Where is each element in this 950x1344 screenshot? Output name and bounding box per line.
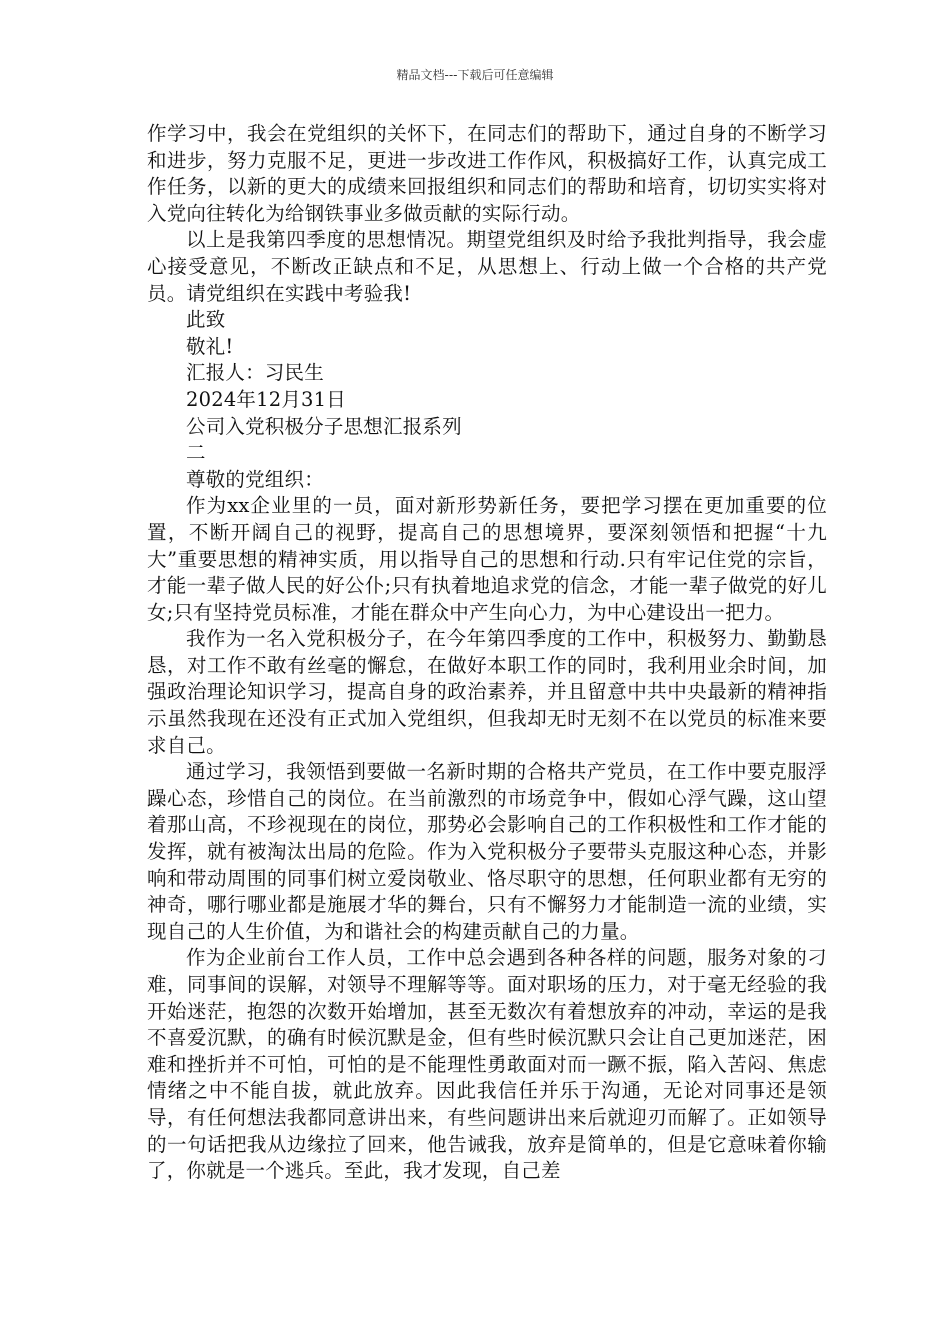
paragraph-frontdesk: 作为企业前台工作人员，工作中总会遇到各种各样的问题，服务对象的刁难，同事间的误解，对领导不理解等等。面对职场的压力，对于毫无经验的我开始迷茫，抱怨的次数开始增加，甚至无数次有着想放弃的冲动，幸运的是我不喜爱沉默，的确有时候沉默是金，但有些时候沉默只会让自己更加迷茫，困难和挫折并不可怕，可怕的是不能理性勇敢面对而一蹶不振，陷入苦闷、焦虑情绪之中不能自拔，就此放弃。因此我信任并乐于沟通，无论对同事还是领导，有任何想法我都同意讲出来，有些问题讲出来后就迎刃而解了。正如领导的一句话把我从边缘拉了回来，他告诫我，放弃是简单的，但是它意味着你输了，你就是一个逃兵。至此，我才发现，自己差 [147,946,827,1183]
page-header: 精品文档---下载后可任意编辑 [396,68,554,82]
paragraph-continuation: 作学习中，我会在党组织的关怀下，在同志们的帮助下，通过自身的不断学习和进步，努力克服不足，更进一步改进工作作风，积极搞好工作，认真完成工作任务，以新的更大的成绩来回报组织和同志们的帮助和培育，切切实实将对入党向往转化为给钢铁事业多做贡献的实际行动。 [147,122,827,225]
paragraph-work: 我作为一名入党积极分子，在今年第四季度的工作中，积极努力、勤勤恳恳，对工作不敢有丝毫的懈怠，在做好本职工作的同时，我利用业余时间，加强政治理论知识学习，提高自身的政治素养，并且留意中共中央最新的精神指示虽然我现在还没有正式加入党组织，但我却无时无刻不在以党员的标准来要求自己。 [147,627,827,757]
reporter-line: 汇报人：习民生 [186,361,324,385]
closing-line-2: 敬礼! [186,334,234,358]
document-body [147,121,827,1185]
closing-line-1: 此致 [186,308,226,332]
series-title: 公司入党积极分子思想汇报系列 [186,414,462,438]
paragraph-learning: 通过学习，我领悟到要做一名新时期的合格共产党员，在工作中要克服浮躁心态，珍惜自己的岗位。在当前激烈的市场竞争中，假如心浮气躁，这山望着那山高，不珍视现在的岗位，那势必会影响自己的工作积极性和工作才能的发挥，就有被淘汰出局的危险。作为入党积极分子要带头克服这种心态，并影响和带动周围的同事们树立爱岗敬业、恪尽职守的思想，任何职业都有无穷的神奇，哪行哪业都是施展才华的舞台，只有不懈努力才能制造一流的业绩，实现自己的人生价值，为和谐社会的构建贡献自己的力量。 [147,760,827,943]
date-line: 2024年12月31日 [186,387,346,411]
series-number: 二 [186,441,206,465]
paragraph-study: 作为xx企业里的一员，面对新形势新任务，要把学习摆在更加重要的位置，不断开阔自己的视野，提高自己的思想境界，要深刻领悟和把握“十九大”重要思想的精神实质，用以指导自己的思想和行动.只有牢记住党的宗旨，才能一辈子做人民的好公仆;只有执着地追求党的信念，才能一辈子做党的好儿女;只有坚持党员标准，才能在群众中产生向心力，为中心建设出一把力。 [147,494,827,624]
salutation: 尊敬的党组织： [186,467,324,491]
paragraph-summary: 以上是我第四季度的思想情况。期望党组织及时给予我批判指导，我会虚心接受意见，不断改正缺点和不足，从思想上、行动上做一个合格的共产党员。请党组织在实践中考验我! [147,228,827,305]
